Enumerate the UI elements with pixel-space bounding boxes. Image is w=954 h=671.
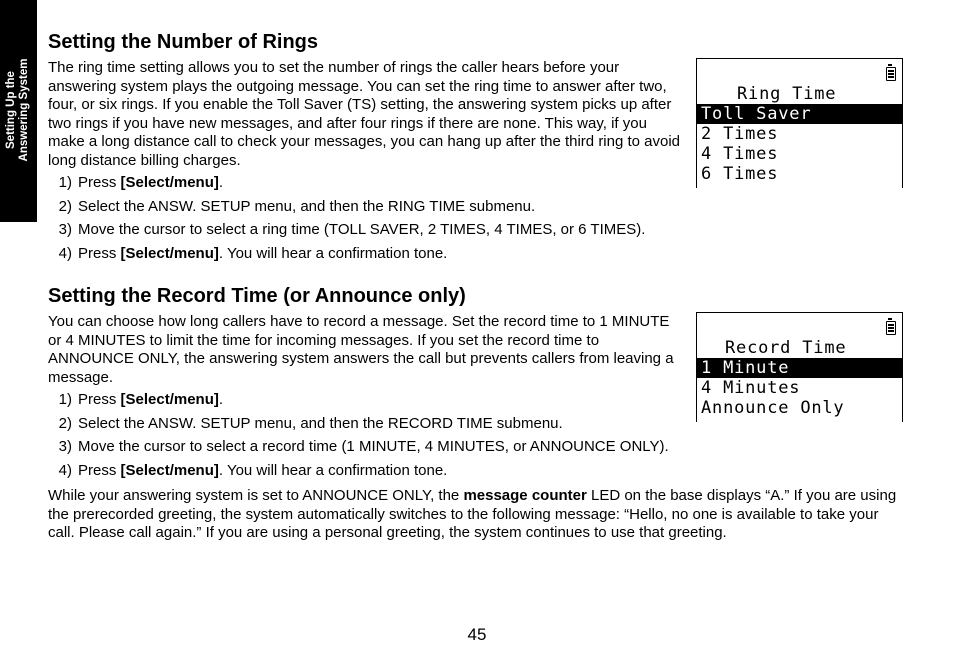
page-number: 45	[467, 625, 487, 644]
rings-steps	[52, 174, 645, 268]
record-closing: While your answering system is set to ANNOUNCE ONLY, the message counter LED on the base displays “A.” If you are using the prerecorded greeting, the system automatically switches to the following message: “Hello, no one is available to take your call. Please call again.” If you are using a personal greeting, the system continues to use that greeting.	[48, 487, 897, 541]
lcd-record-time	[696, 312, 903, 422]
lcd-option: 2 Times	[701, 124, 779, 144]
list-item: 2) Select the ANSW. SETUP menu, and then the RECORD TIME submenu.	[58, 414, 563, 432]
section-title-rings: Setting the Number of Rings	[48, 31, 318, 53]
lcd-option: 4 Minutes	[701, 378, 801, 398]
lcd-option: 4 Times	[701, 144, 779, 164]
battery-icon	[886, 67, 896, 81]
list-item: 3) Move the cursor to select a record time (1 MINUTE, 4 MINUTES, or ANNOUNCE ONLY).	[58, 438, 669, 455]
side-tab	[0, 0, 37, 222]
list-item: 3) Move the cursor to select a ring time (TOLL SAVER, 2 TIMES, 4 TIMES, or 6 TIMES).	[58, 221, 646, 238]
lcd-title: Record Time	[725, 338, 847, 358]
list-item: 1) Press [Select/menu].	[58, 174, 224, 191]
lcd-title: Ring Time	[737, 84, 837, 104]
lcd-option: 6 Times	[701, 164, 779, 184]
list-item: 1) Press [Select/menu].	[58, 391, 224, 408]
battery-icon	[886, 321, 896, 335]
side-tab-label: Setting Up the Answering System	[5, 58, 30, 162]
list-item: 4) Press [Select/menu]. You will hear a confirmation tone.	[58, 461, 448, 479]
list-item: 4) Press [Select/menu]. You will hear a confirmation tone.	[58, 244, 448, 262]
lcd-ring-time	[696, 58, 903, 188]
rings-intro: The ring time setting allows you to set the number of rings the caller hears before your answering system plays the outgoing message. You can set the ring time to answer after two, four, or six rings. If you enable the Toll Saver (TS) setting, the answering system picks up after two rings if you have new messages, and after four rings if there are none. This way, if you make a long distance call to check your messages, you can hang up after the third ring to avoid long distance billing charges.	[48, 59, 681, 169]
section-title-record: Setting the Record Time (or Announce only)	[48, 285, 466, 307]
record-intro: You can choose how long callers have to record a message. Set the record time to 1 MINUTE or 4 MINUTES to limit the time for incoming messages. If you set the record time to ANNOUNCE ONLY, the answering system answers the call but prevents callers from leaving a message.	[48, 313, 674, 386]
lcd-option: Toll Saver	[697, 104, 902, 124]
record-steps	[52, 391, 669, 485]
lcd-option: 1 Minute	[697, 358, 902, 378]
list-item: 2) Select the ANSW. SETUP menu, and then the RING TIME submenu.	[58, 197, 536, 215]
lcd-option: Announce Only	[701, 398, 845, 418]
